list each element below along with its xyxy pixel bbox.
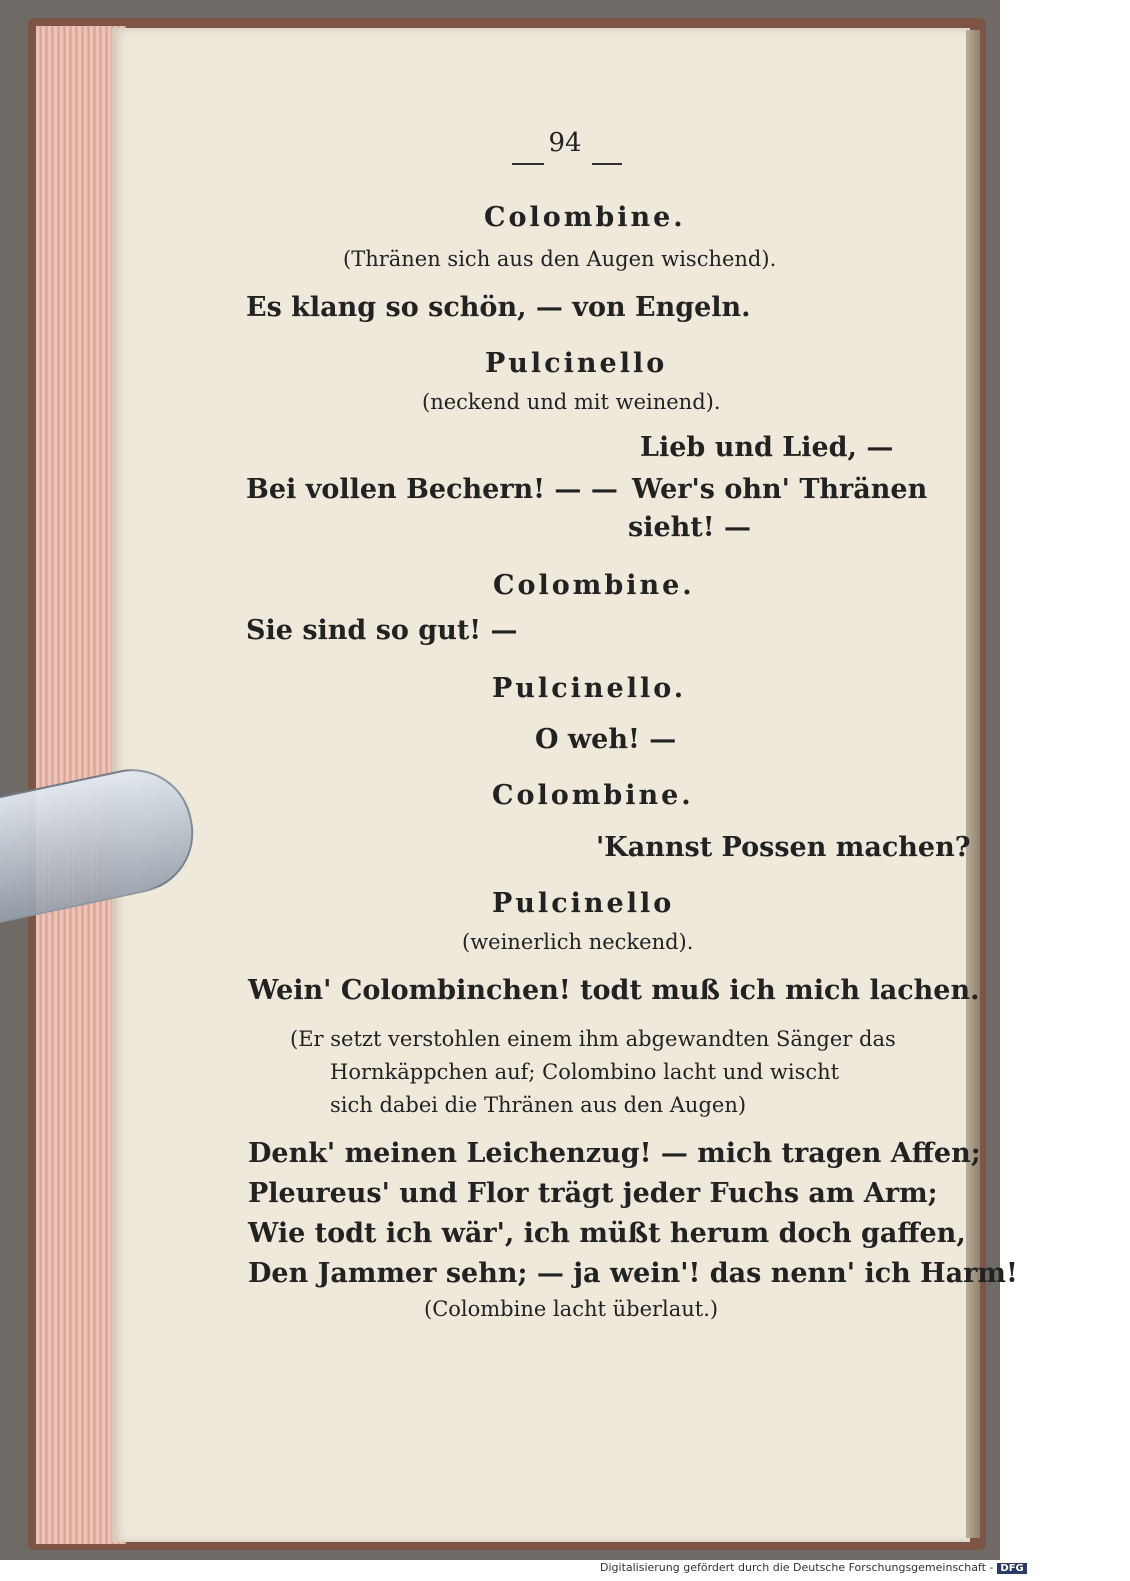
speaker-name: Pulcinello: [485, 348, 668, 379]
book-spine: [966, 30, 980, 1538]
stage-direction: (Thränen sich aus den Augen wischend).: [343, 247, 777, 271]
verse-line: O weh! —: [535, 724, 677, 755]
page-number-rule-left: [512, 163, 544, 165]
verse-line: Sie sind so gut! —: [246, 615, 518, 646]
stage-direction: sich dabei die Thränen aus den Augen): [330, 1093, 747, 1117]
verse-line: sieht! —: [628, 512, 751, 543]
stage-direction: (neckend und mit weinend).: [422, 390, 721, 414]
speaker-name: Pulcinello.: [492, 673, 687, 704]
stage-direction: Hornkäppchen auf; Colombino lacht und wischt: [330, 1060, 840, 1084]
verse-line: Denk' meinen Leichenzug! — mich tragen Affen;: [248, 1138, 981, 1169]
speaker-name: Colombine.: [493, 570, 695, 601]
speaker-name: Pulcinello: [492, 888, 675, 919]
footer-credit: [600, 1561, 1024, 1579]
verse-line: Wie todt ich wär', ich müßt herum doch gaffen,: [248, 1218, 966, 1249]
stage-direction: (Colombine lacht überlaut.): [424, 1297, 719, 1321]
stage-direction: (weinerlich neckend).: [462, 930, 694, 954]
speaker-name: Colombine.: [492, 780, 694, 811]
speaker-name: Colombine.: [484, 202, 686, 233]
verse-line: Es klang so schön, — von Engeln.: [246, 292, 751, 323]
verse-line: Wein' Colombinchen! todt muß ich mich lachen.: [248, 975, 980, 1006]
stage-direction: (Er setzt verstohlen einem ihm abgewandten Sänger das: [290, 1027, 896, 1051]
verse-line: Bei vollen Bechern! — —: [246, 474, 618, 505]
verse-line: Wer's ohn' Thränen: [632, 474, 928, 505]
verse-line: 'Kannst Possen machen?: [596, 832, 971, 863]
verse-line: Den Jammer sehn; — ja wein'! das nenn' ich Harm!: [248, 1258, 1018, 1289]
verse-line: Lieb und Lied, —: [640, 432, 894, 463]
page-number-rule-right: [592, 163, 622, 165]
page-number: 94: [548, 128, 582, 158]
dfg-logo: DFG: [997, 1563, 1026, 1574]
footer-text: Digitalisierung gefördert durch die Deutsche Forschungsgemeinschaft -: [600, 1561, 994, 1574]
verse-line: Pleureus' und Flor trägt jeder Fuchs am Arm;: [248, 1178, 938, 1209]
